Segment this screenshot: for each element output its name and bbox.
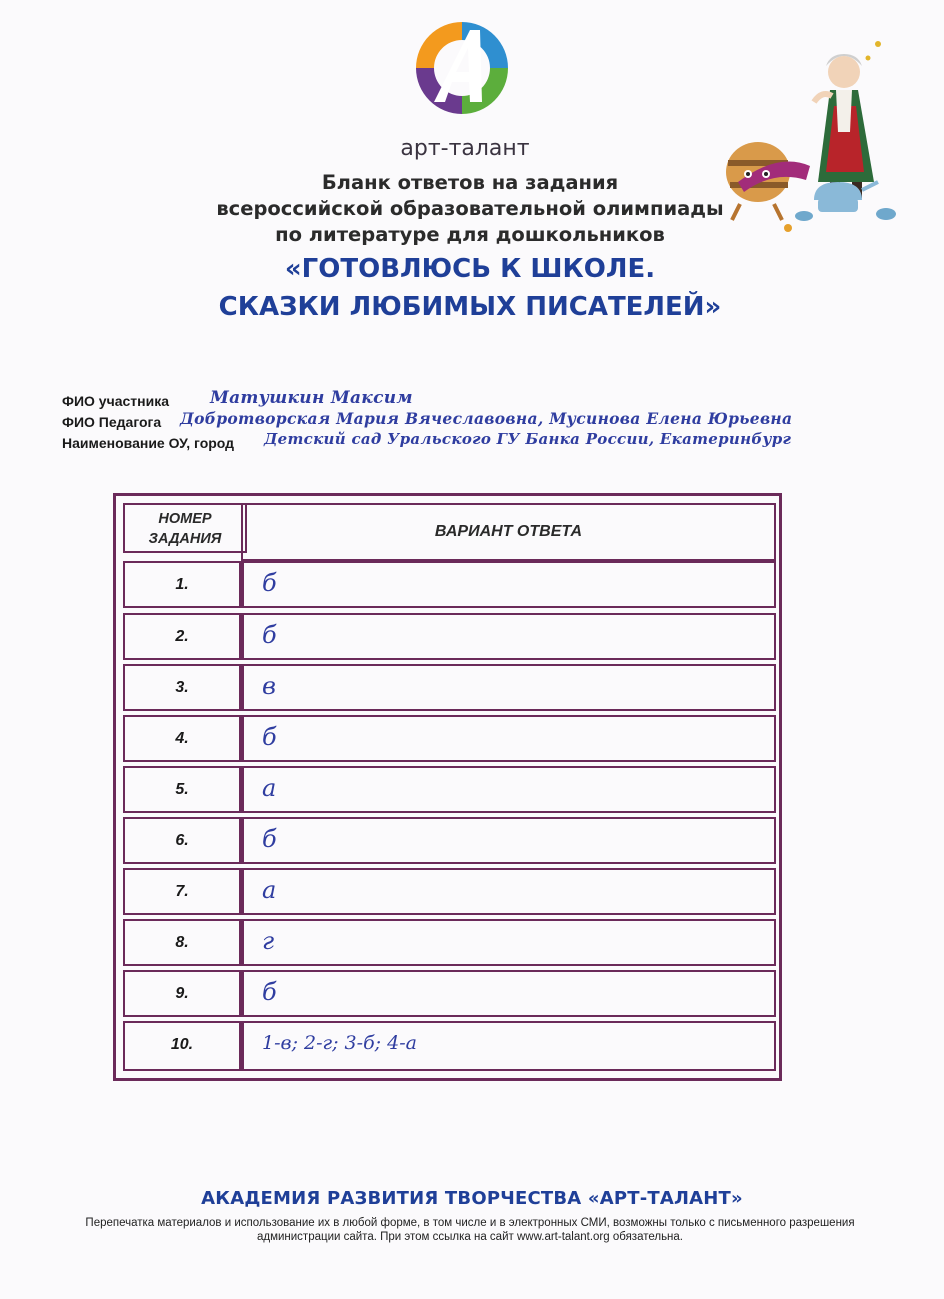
- heading-line-2: всероссийской образовательной олимпиады: [216, 197, 724, 220]
- table-row: [123, 664, 776, 711]
- answer-cell: а: [241, 868, 776, 915]
- olympiad-title-line-2: СКАЗКИ ЛЮБИМЫХ ПИСАТЕЛЕЙ»: [218, 292, 722, 322]
- answer-cell: б: [241, 715, 776, 762]
- footer-title: АКАДЕМИЯ РАЗВИТИЯ ТВОРЧЕСТВА «АРТ-ТАЛАНТ»: [201, 1188, 743, 1209]
- task-number: 6.: [123, 817, 241, 864]
- teacher-label: ФИО Педагога: [62, 414, 162, 430]
- header-answer-variant: ВАРИАНТ ОТВЕТА: [241, 503, 776, 561]
- table-row: [123, 919, 776, 966]
- table-row: [123, 970, 776, 1017]
- task-number: 5.: [123, 766, 241, 813]
- header-task-number: НОМЕР ЗАДАНИЯ: [123, 503, 247, 553]
- participant-value: Матушкин Максим: [210, 388, 413, 408]
- task-number: 3.: [123, 664, 241, 711]
- participant-row: [62, 390, 922, 411]
- answer-cell: б: [241, 817, 776, 864]
- art-talant-logo-icon: [412, 18, 512, 118]
- answer-cell: г: [241, 919, 776, 966]
- answer-cell: а: [241, 766, 776, 813]
- table-row: [123, 1021, 776, 1071]
- answer-table: [113, 493, 782, 1081]
- task-number: 10.: [123, 1021, 241, 1071]
- answer-cell: б: [241, 613, 776, 660]
- logo-text: арт-талант: [400, 136, 530, 161]
- table-row: [123, 715, 776, 762]
- heading-line-1: Бланк ответов на задания: [321, 171, 619, 194]
- answer-cell: 1-в; 2-г; 3-б; 4-а: [241, 1021, 776, 1071]
- school-row: [62, 432, 922, 453]
- teacher-value: Добротворская Мария Вячеславовна, Мусинова Елена Юрьевна: [180, 409, 793, 428]
- olympiad-title-line-1: «ГОТОВЛЮСЬ К ШКОЛЕ.: [284, 254, 656, 284]
- table-row: [123, 561, 776, 608]
- school-value: Детский сад Уральского ГУ Банка России, Екатеринбург: [264, 430, 792, 448]
- participant-info: [62, 390, 922, 453]
- task-number: 1.: [123, 561, 241, 608]
- answer-cell: б: [241, 561, 776, 608]
- school-label: Наименование ОУ, город: [62, 435, 235, 451]
- answer-cell: в: [241, 664, 776, 711]
- task-number: 7.: [123, 868, 241, 915]
- task-number: 4.: [123, 715, 241, 762]
- task-number: 2.: [123, 613, 241, 660]
- answer-cell: б: [241, 970, 776, 1017]
- footer-copyright-note: Перепечатка материалов и использование их в любой форме, в том числе и в электронных СМИ, возможны только с письменного разрешения администрации сайта. При этом ссылка на сайт www.art-talant.org обязательна.: [85, 1217, 855, 1243]
- table-row: [123, 868, 776, 915]
- table-row: [123, 766, 776, 813]
- participant-label: ФИО участника: [62, 393, 169, 409]
- table-row: [123, 817, 776, 864]
- task-number: 9.: [123, 970, 241, 1017]
- sheet-heading: [150, 170, 790, 326]
- heading-line-3: по литературе для дошкольников: [275, 223, 665, 246]
- table-row: [123, 613, 776, 660]
- task-number: 8.: [123, 919, 241, 966]
- teacher-row: [62, 411, 922, 432]
